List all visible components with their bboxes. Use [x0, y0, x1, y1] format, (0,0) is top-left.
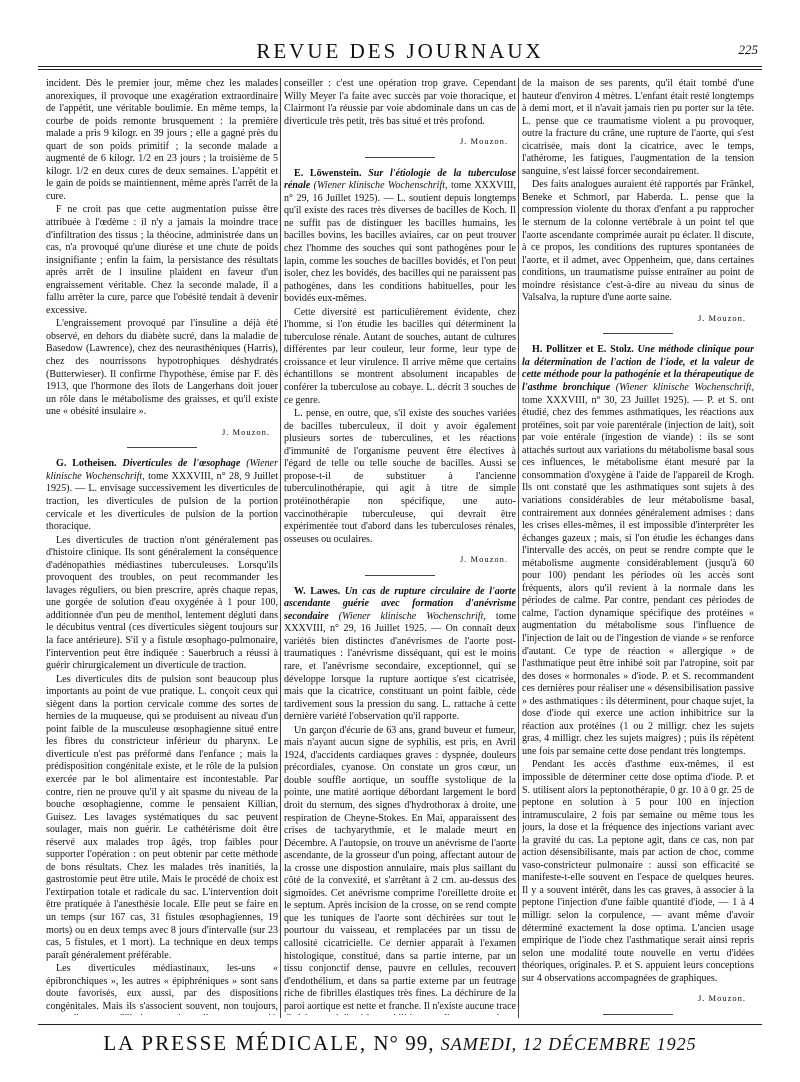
- column-divider: [518, 78, 519, 1018]
- page-footer: [38, 1030, 762, 1057]
- header-rule: [38, 66, 762, 67]
- journal-section-title: REVUE DES JOURNAUX: [256, 39, 544, 63]
- article-separator: [365, 575, 435, 576]
- article-separator: [603, 1014, 673, 1015]
- signature: J. Mouzon.: [459, 554, 508, 565]
- paragraph: L. pense, en outre, que, s'il existe des souches variées de bacilles tuberculeux, il doit y avoir également plusieurs sortes de tuberculines, et les réactions d'immunité de l'organisme peuvent être électives à l'égard de telle ou telle souche de bacilles. Aussi se propose-t-il de substituer à l'ancienne tuberculinothérapie, qui agit à titre de simple protéinothérapie non spécifique, une auto-vaccinothérapie tuberculeuse, qui devrait être expérimentée tout d'abord dans les tuberculoses rénales, osseuses ou oculaires.: [284, 408, 516, 545]
- footer-date: SAMEDI, 12 DÉCEMBRE 1925: [440, 1034, 697, 1054]
- article-separator: [127, 447, 197, 448]
- signature: J. Mouzon.: [221, 426, 270, 437]
- signature: J. Mouzon.: [459, 136, 508, 147]
- article-title: Diverticules de l'œsophage: [122, 458, 241, 470]
- article-author: G. Lotheisen.: [56, 458, 117, 470]
- article-citation: tome XXXVIII, n° 28, 9 Juillet 1925). — L. envisage successivement les diverticules de traction, les diverticules de pulsion de la portion cervicale et les diverticules de pulsion de la portion thoracique.: [46, 470, 278, 533]
- paragraph: Un garçon d'écurie de 63 ans, grand buveur et fumeur, mais n'ayant aucun signe de syphilis, est pris, en Avril 1924, d'accidents cardiaques graves : dyspnée, douleurs précordiales, cyanose. On constate un gros cœur, un double souffle aortique, un souffle systolique de la pointe, une matité aortique débordant largement le bord droit du sternum, des signes d'hydrothorax à droite, une respiration de Cheyne-Stokes. En Mai, apparaissent des crises de tachyarythmie, et le malade meurt en Décembre. A l'autopsie, on trouve un anévrisme de l'aorte ascendante, de la grosseur d'un poing, affectant autour de la crosse une dispostion annulaire, mais plus saillant du côté de la convexité, et s'arrêtant à 2 cm. au-dessus des sigmoïdes. Cet anévrisme comprime l'oreillette droite et le septum. Après incision de la crosse, on se rend compte que les tuniques de l'aorte sont déchirées sur tout le pourtour du vaisseau, et remplacées par un tissu de callosité cicatricielle. Ce dernier apparaît à l'examen histologique, constitué, dans sa partie interne, par un tissu conjonctif dense, pauvre en cellules, recouvert d'endothélium, et dans sa partie externe par un feutrage riche de fibrilles élastiques très fines. La déchirure de la paroi aortique est nette et franche. Il n'existe aucune trace: [284, 724, 516, 1012]
- column-2: [284, 78, 516, 1015]
- column-1: [46, 78, 278, 1015]
- article-citation: tome XXXVIII, n° 30, 23 Juillet 1925). — P. et S. ont étudié, chez des femmes asthmatiques, les réactions aux protéines, soit par voie parentérale (injection de lait), soit par voie entérale (ingestion de viande) : ils se sont attachés surtout aux variations du métabolisme basal sous ces influences, le métabolisme étant mesuré par la consommation d'oxygène à l'aide de l'appareil de Krogh. Ils ont constaté que les asthmatiques sont sujets à des variations considérables de leur métabolisme basal, contrairement aux données généralement admises : dans les crises elles-mêmes, il est impossible d'interpréter les échanges gazeux ; mais, si l'on étudie les échanges dans l'intervalle des accès, on peut se rendre compte que le métabolisme augmente considérablement (jusqu'à 60 pour 100) pendant les périodes où les accès sont fréquents, alors qu'il revient à la normale dans les périodes de calme. Par contre, pendant ces périodes de calme, l'action dynamique spécifique des protéines « augmentation du métabolisme sous l'influence de l'injection de lait ou de l'ingestion de viande » se renforce d'autant. Ce type de réaction « allergique » de l'asthmatique peut être inhibé soit par l'atropine, soit par des doses « hormonales » d'iode. P. et S. recommandent ces dernières pour réaliser une « désensibilisation passive » des asthmatiques : ils déterminent, pour chaque sujet, la dose d'iode qui exerce une action inhibitrice sur la réaction aux protéines (1 ou 2 milligr. chez les sujets gras, 4 milligr. chez les sujets maigres) ; puis ils répètent une fois par semaine cette dose pendant très longtemps.: [522, 394, 754, 757]
- paragraph: incident. Dès le premier jour, même chez les malades anorexiques, il provoque une exagération extraordinaire de l'appétit, une véritable boulimie. En même temps, la courbe de poids remonte brusquement : la première malade a pris 9 kilogr. en 39 jours ; elle a gagné près du quart de son poids primitif ; la seconde malade a augmenté de 6 kilogr. 1/2 en 23 jours ; la troisième de 5 kilogr. 1/2 en deux cures de deux semaines. L'appétit et le gain de poids se maintiennent, même après l'arrêt de la cure.: [46, 78, 278, 202]
- article-author: W. Lawes.: [294, 585, 341, 597]
- column-3: [522, 78, 754, 1015]
- article-heading: [284, 586, 516, 724]
- article-heading: [522, 344, 754, 758]
- page-number: 225: [738, 42, 758, 57]
- page-header: [38, 38, 762, 66]
- paragraph: Des faits analogues auraient été rapportés par Fränkel, Beneke et Schmorl, par Haberda. L. pense que la compression violente du thorax d'enfant a pu rapprocher le sternum de la colonne vertébrale à un point tel que l'aorte ascendante comprimée aurait pu éclater. Il discute, à ce propos, les conditions des ruptures spontanées de l'aorte, et il admet, avec Oppenheim, que, dans certaines conditions, un traumatisme puisse entraîner au point de moindre résistance c'est-à-dire au niveau du sinus de Valsalva, la rupture d'une aorte saine.: [522, 179, 754, 304]
- article-source: (Wiener klinische Wochenschrift,: [615, 382, 754, 394]
- footer-issue-number: N° 99,: [373, 1031, 435, 1055]
- footer-journal-name: LA PRESSE MÉDICALE,: [103, 1031, 368, 1055]
- signature: J. Mouzon.: [697, 993, 746, 1004]
- paragraph: Les diverticules médiastinaux, les-uns « épibronchiques », les autres « épiphréniques » sont sans doute favorisés, eux aussi, par des dispositions congénitales. Mais ils s'associent souvent, non toujours,: [46, 963, 278, 1012]
- article-title: Une méthode clinique pour la détermination de l'action de l'iode, et la valeur de cette méthode pour la pathogénie et la thérapeutique de l'asthme bronchique: [522, 344, 754, 394]
- paragraph: conseiller : c'est une opération trop grave. Cependant Willy Meyer l'a faite avec succès par voie thoracique, et Clairmont l'a réussie par voie abdominale dans un cas de diverticule très petit, très bas situé et très profond.: [284, 78, 516, 127]
- column-divider: [280, 78, 281, 1018]
- article-separator: [365, 157, 435, 158]
- article-citation: tome XXXVIII, n° 29, 16 Juillet 1925. — On connaît deux variétés bien distinctes d'anévrismes de l'aorte post-traumatiques : l'anévrisme disséquant, qui est le moins rare, et l'anévrisme secondaire, exceptionnel, qui se développe lorsque la rupture aortique s'est cicatrisée, mais que la cicatrice, constituant un point faible, cède tardivement sous la pression du sang. L. rattache à cette dernière variété l'observation qu'il rapporte.: [284, 610, 516, 723]
- article-heading: [46, 458, 278, 533]
- paragraph: Les diverticules de traction n'ont généralement pas d'histoire clinique. Ils sont généralement la conséquence d'adénopathies médiastines tuberculeuses. Lorsqu'ils provoquent des troubles, on peut recommander les lavages réguliers, ou bien prescrire, après chaque repas, une gorgée de solution d'eau oxygénée à 1 pour 100, additionnée d'un peu de menthol, lentement dégluti dans le décubitus ventral (ces diverticules siègent toujours sur la face antérieure). S'il y a fistule œsophago-pulmonaire, l'intervention peut être indiquée : Sauerbruch a réussi à guérir chirurgicalement un diverticule de traction.: [46, 534, 278, 672]
- paragraph: Pendant les accès d'asthme eux-mêmes, il est impossible de déterminer cette dose optima d'iode. P. et S. utilisent alors la peptonothérapie, 0 gr. 10 à 0 gr. 25 de peptone en solution à 5 pour 100 en injection intramusculaire, 2 fois par semaine ou même tous les jours, la dose et la fréquence des injections variant avec la gravité du cas. La peptone agit, dans ce cas, non par action désensibilisante, mais par action de choc, comme vaso-constricteur pulmonaire : aussi son efficacité se manifeste-t-elle souvent en l'espace de quelques heures. Il y a souvent intérêt, dans les cas graves, à associer à la peptone l'injection d'une faible quantité d'iode, — 1 à 4 milligr. selon la corpulence, — avant même d'avoir déterminé exactement la dose optima. L'ancien usage empirique de l'iode chez l'asthmatique serait ainsi repris selon une modalité toute nouvelle en vertu d'idées théoriques, originales. P. et S. appuient leurs conceptions sur 4 observations accompagnées de graphiques.: [522, 759, 754, 984]
- paragraph: de la maison de ses parents, qu'il était tombé d'une hauteur d'environ 4 mètres. L'enfant était resté longtemps à demi mort, et il n'avait jamais rien pu porter sur la tête. L. pense que ce traumatisme violent a pu provoquer, outre la fracture du crâne, une rupture de l'aorte, qui s'est cicatrisée, mais dont la cicatrice, avec le temps, l'athérome, les fatigues, l'augmentation de la tension sanguine, s'est laissé forcer secondairement.: [522, 78, 754, 177]
- footer-rule: [38, 1024, 762, 1025]
- article-title: Sur l'étiologie de la tuberculose rénale: [284, 167, 516, 192]
- article-source: (Wiener klinische Wochenschrift,: [313, 180, 448, 192]
- paragraph: Cette diversité est particulièrement évidente, chez l'homme, si l'on étudie les bacilles qui déterminent la tuberculose rénale. Autant de souches, autant de cultures différentes par leur couleur, leur forme, leur type de croissance et leur virulence. Il arrive même que certains échantillons se montrent absolument incapables de conférer la tuberculose au cobaye. L. décrit 3 souches de ce genre.: [284, 306, 516, 406]
- article-author: E. Löwenstein.: [294, 167, 362, 179]
- signature: J. Mouzon.: [697, 312, 746, 323]
- paragraph: Les diverticules dits de pulsion sont beaucoup plus importants au point de vue pratique. L. conçoit ceux qui siègent dans la portion cervicale comme des sortes de hernies de la muqueuse, qui se produisent au niveau d'un point faible de la musculeuse œsophagienne situé entre les fibres du constricteur inférieur du pharynx. Le diverticule n'est pas préformé dans l'enfance ; mais la prédisposition congénitale existe, et le rôle de la pulsion exercée par le bol alimentaire est incontestable. Par contre, rien ne prouve qu'il y ait spasme du niveau de la bouche œsophagienne, comme le pensaient Killian, Guisez. Les lavages systématiques du sac peuvent soulager, mais non guérir. Le cathétérisme doit être réservé aux malades trop âgés, trop faibles pour supporter l'opération : on peut obtenir par cette méthode de bons résultats. Chez les malades très inanitiés, la gastrostomie peut être utile. Mais le procédé de choix est l'extirpation totale et radicale du sac. L'intervention doit être pratiquée à l'anesthésie locale. Elle peut se faire en un temps (sur 167 cas, 31 fistules œsophagiennes, 19 morts) ou en deux temps avec 8 jours d'intervalle (sur 23 cas, 5 fistules, et 1 mort). La technique en deux temps paraît généralement préférable.: [46, 673, 278, 961]
- paragraph: F ne croit pas que cette augmentation puisse être attribuée à l'œdème : il n'y a jamais la moindre trace d'infiltration des tissus ; la théocine, administrée dans un cas, n'a provoqué qu'une diurèse et une chute de poids insignifiante ; enfin la faim, la persistance des résultats après arrêt de l insuline plaident en faveur d'un engraissement véritable. Chez la seconde malade, il a fallu arrêter la cure, parce que l'obésité tendait à devenir excessive.: [46, 204, 278, 316]
- article-citation: tome XXXVIII, n° 29, 16 Juillet 1925). — L. soutient depuis longtemps qu'il existe des races très diverses de bacilles de Koch. Il ne suffit pas de distinguer les bacilles humains, les bacilles bovins, les bacilles aviaires, car on peut trouver chez l'homme des souches qui sont pathogènes pour le lapin, comme les souches de bacilles bovidés, et l'on peut isoler, chez les bovidés, des bacilles qui ne paraissent pas pathogènes, dans les conditions habituelles, pour les bovidés eux-mêmes.: [284, 180, 516, 305]
- article-heading: [284, 168, 516, 306]
- article-source: (Wiener klinische Wochenschrift,: [338, 610, 486, 622]
- article-source: (Wiener klinische Wochenschrift,: [46, 458, 278, 482]
- article-author: H. Pollitzer et E. Stolz.: [532, 344, 634, 356]
- article-separator: [603, 333, 673, 334]
- paragraph: L'engraissement provoqué par l'insuline a déjà été observé, en dehors du diabète sucré, dans la maladie de Basedow (Lawrence), chez des neurasthéniques (Harris), chez des nourrissons hypotrophiques déshydratés (Butterwieser). Il confirme l'hypothèse, émise par F. dès 1913, que l'hormone des îlots de Langerhans doit jouer un rôle dans le métabolisme des graisses, et qu'il existe une « obésité insulaire ».: [46, 318, 278, 418]
- header-rule-thin: [38, 69, 762, 70]
- article-title: Un cas de rupture circulaire de l'aorte ascendante guérie avec formation d'anévrisme secondaire: [284, 585, 516, 622]
